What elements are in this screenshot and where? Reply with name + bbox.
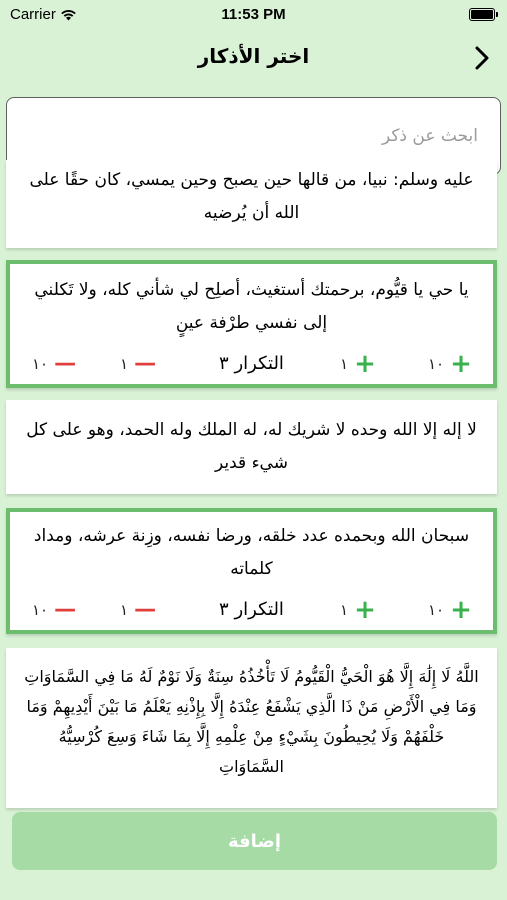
dhikr-text: اللَّهُ لَا إِلَٰهَ إِلَّا هُوَ الْحَيُّ الْقَيُّومُ لَا تَأْخُذُهُ سِنَةٌ وَلَا نَوْمٌ لَهُ مَا فِي السَّمَاوَاتِ وَمَا فِي الْأَرْضِ مَنْ ذَا الَّذِي يَشْفَعُ عِنْدَهُ إِلَّا بِإِذْنِهِ يَعْلَمُ مَا بَيْنَ أَيْدِيهِمْ وَمَا خَلْفَهُمْ وَلَا يُحِيطُونَ بِشَيْءٍ مِنْ عِلْمِهِ إِلَّا بِمَا شَاءَ وَسِعَ كُرْسِيُّهُ السَّمَاوَاتِ [24, 667, 479, 776]
plus-one-button[interactable]: ١ + [340, 349, 376, 379]
dhikr-text: سبحان الله وبحمده عدد خلقه، ورضا نفسه، وزِنة عرشه، ومداد كلماته [33, 526, 470, 579]
dhikr-card-selected[interactable] [6, 508, 497, 634]
status-bar [0, 0, 507, 30]
minus-ten-button[interactable]: ١٠ — [32, 351, 77, 376]
dhikr-card-selected[interactable] [6, 260, 497, 388]
page-title: اختر الأذكار [197, 44, 310, 68]
repeat-counter [10, 350, 493, 378]
repeat-count-label: التكرار ٣ [219, 353, 284, 374]
chevron-right-icon[interactable] [471, 44, 493, 72]
carrier-label: Carrier [10, 6, 56, 23]
dhikr-card[interactable] [6, 400, 497, 494]
minus-one-button[interactable]: ١ — [120, 351, 157, 376]
plus-ten-button[interactable]: ١٠ + [428, 349, 472, 379]
minus-icon: — [54, 351, 77, 376]
minus-icon: — [134, 351, 157, 376]
battery-icon [469, 8, 495, 21]
dhikr-card[interactable] [6, 648, 497, 808]
dhikr-text: عليه وسلم: نبيا، من قالها حين يصبح وحين يمسي، كان حقًا على الله أن يُرضيه [29, 170, 474, 223]
minus-icon: — [54, 597, 77, 622]
add-button[interactable]: إضافة [12, 812, 497, 870]
dhikr-text: لا إله إلا الله وحده لا شريك له، له الملك وله الحمد، وهو على كل شيء قدير [26, 420, 477, 473]
dhikr-card[interactable] [6, 160, 497, 248]
navigation-bar [0, 30, 507, 86]
adhkar-list[interactable] [0, 170, 507, 798]
minus-ten-button[interactable]: ١٠ — [32, 597, 77, 622]
plus-icon: + [450, 349, 472, 379]
repeat-counter [10, 596, 493, 624]
dhikr-text: يا حي يا قيُّوم، برحمتك أستغيث، أصلِح لي شأني كله، ولا تَكلني إلى نفسي طرْفة عينٍ [34, 280, 469, 333]
plus-ten-button[interactable]: ١٠ + [428, 595, 472, 625]
minus-one-button[interactable]: ١ — [120, 597, 157, 622]
plus-icon: + [354, 349, 376, 379]
plus-one-button[interactable]: ١ + [340, 595, 376, 625]
repeat-count-label: التكرار ٣ [219, 599, 284, 620]
plus-icon: + [354, 595, 376, 625]
minus-icon: — [134, 597, 157, 622]
plus-icon: + [450, 595, 472, 625]
clock: 11:53 PM [221, 6, 286, 23]
